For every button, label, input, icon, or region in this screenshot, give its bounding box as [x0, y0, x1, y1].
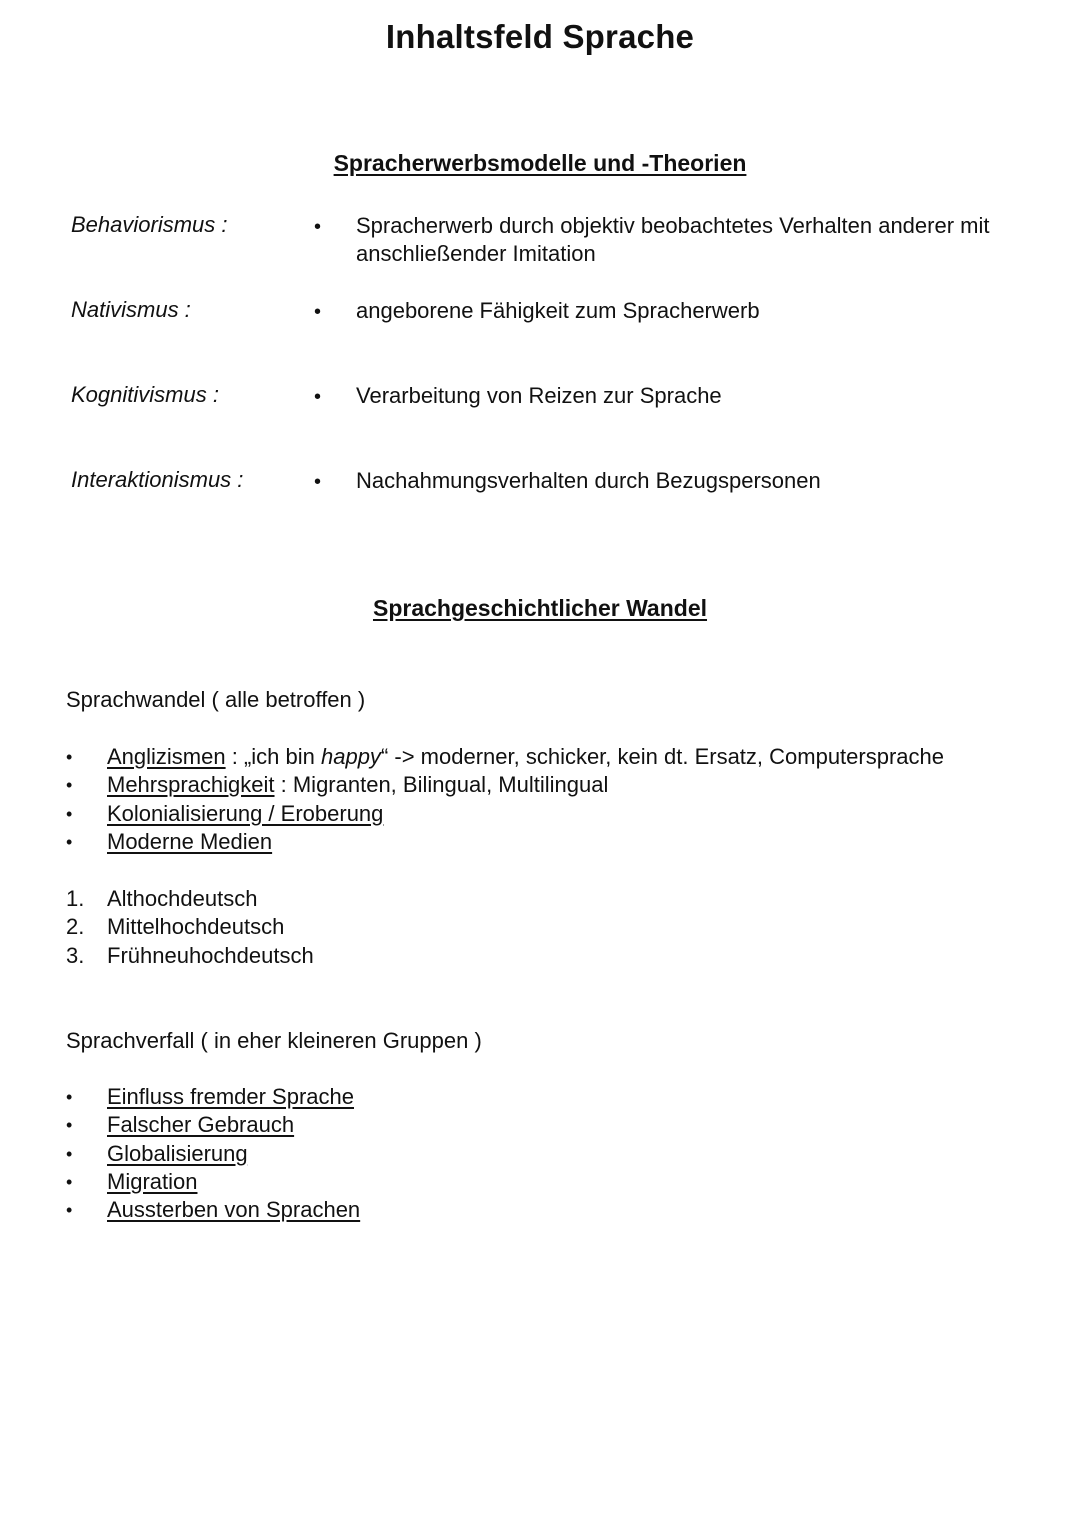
theory-term-nativismus: Nativismus :	[71, 297, 191, 322]
sprachverfall-list	[66, 1083, 360, 1224]
list-item	[66, 1083, 360, 1111]
list-item-label: Mittelhochdeutsch	[107, 914, 285, 940]
theory-bullet: •	[314, 386, 322, 408]
list-item-text: : Migranten, Bilingual, Multilingual	[274, 772, 609, 798]
list-item	[66, 913, 314, 941]
list-item-label: Frühneuhochdeutsch	[107, 942, 314, 968]
bullet-icon: •	[66, 775, 73, 796]
list-item-separator: : „ich bin	[225, 744, 321, 769]
list-item	[66, 800, 944, 828]
page-title: Inhaltsfeld Sprache	[385, 18, 695, 55]
theory-term-behaviorismus: Behaviorismus :	[71, 212, 228, 237]
sprachwandel-list	[66, 743, 944, 856]
list-item	[66, 885, 314, 913]
bullet-icon: •	[66, 803, 73, 824]
section-heading-sprachwandel: Sprachgeschichtlicher Wandel	[372, 595, 708, 621]
theory-description-interaktionismus: Nachahmungsverhalten durch Bezugspersonen	[356, 468, 821, 493]
list-item-term: Migration	[107, 1168, 198, 1194]
list-item-term: Falscher Gebrauch	[107, 1112, 295, 1138]
list-item	[66, 743, 944, 771]
list-number: 2.	[66, 914, 85, 940]
theory-bullet: •	[314, 471, 322, 493]
list-item-term: Anglizismen	[107, 744, 226, 769]
list-number: 3.	[66, 942, 85, 968]
theory-description-nativismus: angeborene Fähigkeit zum Spracherwerb	[356, 298, 760, 323]
list-item	[66, 1196, 360, 1224]
list-item	[66, 1111, 360, 1139]
sprachwandel-label: Sprachwandel ( alle betroffen )	[66, 687, 366, 712]
list-number: 1.	[66, 886, 85, 911]
theory-bullet: •	[314, 301, 322, 323]
bullet-icon: •	[66, 1143, 73, 1164]
list-item-emphasis: happy	[320, 744, 381, 769]
bullet-icon: •	[66, 1171, 73, 1192]
list-item	[66, 942, 314, 970]
theory-bullet: •	[314, 216, 322, 238]
list-item-label: Althochdeutsch	[107, 886, 258, 911]
bullet-icon: •	[66, 1087, 73, 1107]
list-item	[66, 828, 944, 856]
bullet-icon: •	[66, 747, 73, 767]
theory-description-behaviorismus: Spracherwerb durch objektiv beobachtetes Verhalten anderer mit anschließender Imitation	[356, 213, 990, 266]
section-heading-spracherwerb: Spracherwerbsmodelle und -Theorien	[333, 150, 747, 176]
theory-term-kognitivismus: Kognitivismus :	[71, 382, 219, 407]
epochs-list	[66, 885, 314, 970]
sprachverfall-label: Sprachverfall ( in eher kleineren Gruppen )	[66, 1028, 482, 1053]
list-item	[66, 1140, 360, 1168]
list-item-term: Mehrsprachigkeit	[107, 772, 275, 798]
list-item-term: Globalisierung	[107, 1140, 248, 1166]
bullet-icon: •	[66, 1115, 73, 1136]
theory-description-kognitivismus: Verarbeitung von Reizen zur Sprache	[356, 383, 722, 408]
list-item-term: Moderne Medien	[107, 828, 273, 854]
list-item-term: Einfluss fremder Sprache	[107, 1084, 354, 1109]
list-item-term: Aussterben von Sprachen	[107, 1197, 361, 1223]
theory-term-interaktionismus: Interaktionismus :	[71, 467, 244, 492]
bullet-icon: •	[66, 1200, 73, 1221]
list-item-text: “ -> moderner, schicker, kein dt. Ersatz, Computersprache	[380, 744, 944, 769]
list-item	[66, 1168, 360, 1196]
bullet-icon: •	[66, 831, 73, 852]
list-item-term: Kolonialisierung / Eroberung	[107, 800, 384, 826]
list-item	[66, 771, 944, 799]
